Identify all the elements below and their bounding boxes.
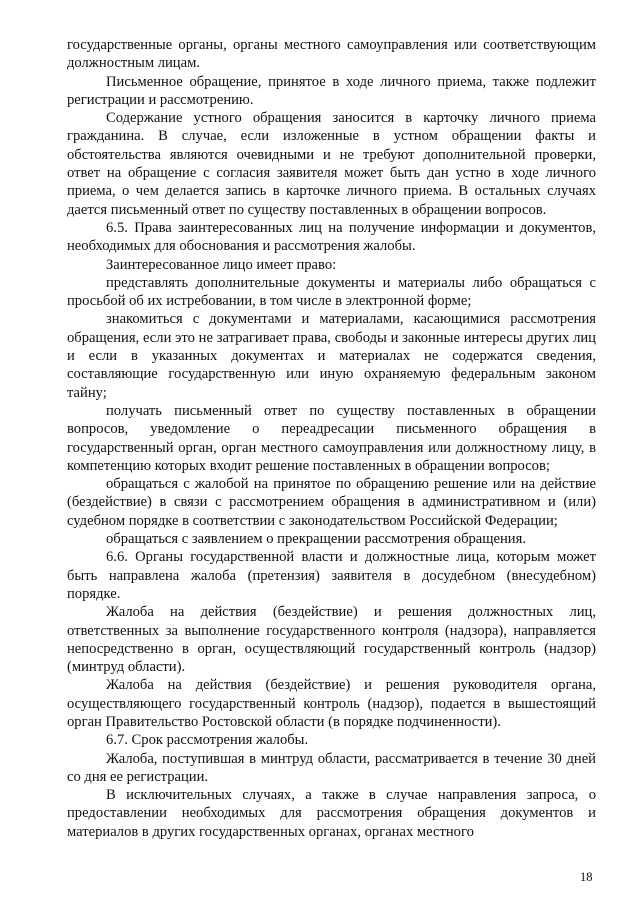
section-heading-6-5: 6.5. Права заинтересованных лиц на получение информации и документов, необходимых для обоснования и рассмотрения жалобы.	[67, 219, 596, 255]
list-item: обращаться с жалобой на принятое по обращению решение или на действие (бездействие) в связи с рассмотрением обращения в административном и (или) судебном порядке в соответствии с законодательством Российской Федерации;	[67, 476, 596, 529]
page-number: 18	[580, 870, 593, 884]
paragraph: В исключительных случаях, а также в случае направления запроса, о предоставлении необходимых для рассмотрения обращения документов и материалов в других государственных органах, органах местного	[67, 787, 596, 840]
list-item: знакомиться с документами и материалами, касающимися рассмотрения обращения, если это не затрагивает права, свободы и законные интересы других лиц и если в указанных документах и материалах не содержатся сведения, составляющие государственную или иную охраняемую федеральным законом тайну;	[67, 311, 596, 401]
paragraph-continuation: государственные органы, органы местного самоуправления или соответствующим должностным лицам.	[67, 37, 596, 72]
body-text	[67, 36, 596, 841]
paragraph: Жалоба, поступившая в минтруд области, рассматривается в течение 30 дней со дня ее регистрации.	[67, 750, 596, 785]
paragraph: Содержание устного обращения заносится в карточку личного приема гражданина. В случае, если изложенные в устном обращении факты и обстоятельства являются очевидными и не требуют дополнительной проверки, ответ на обращение с согласия заявителя может быть дан устно в ходе личного приема, о чем делается запись в карточке личного приема. В остальных случаях дается письменный ответ по существу поставленных в обращении вопросов.	[67, 110, 596, 218]
list-item: представлять дополнительные документы и материалы либо обращаться с просьбой об их истребовании, в том числе в электронной форме;	[67, 274, 596, 310]
section-heading-6-7: 6.7. Срок рассмотрения жалобы.	[106, 732, 309, 749]
paragraph: Жалоба на действия (бездействие) и решения должностных лиц, ответственных за выполнение государственного контроля (надзора), направляется непосредственно в орган, осуществляющий государственный контроль (надзор) (минтруд области).	[67, 604, 596, 676]
paragraph: Жалоба на действия (бездействие) и решения руководителя органа, осуществляющего государственный контроль (надзор), подается в вышестоящий орган Правительство Ростовской области (в порядке подчиненности).	[67, 677, 596, 730]
list-item: обращаться с заявлением о прекращении рассмотрения обращения.	[106, 531, 526, 548]
list-item: получать письменный ответ по существу поставленных в обращении вопросов, уведомление о переадресации письменного обращения в государственный орган, орган местного самоуправления или должностному лицу, в компетенцию которых входит решение поставленных в обращении вопросов;	[67, 402, 596, 474]
paragraph: Письменное обращение, принятое в ходе личного приема, также подлежит регистрации и рассмотрению.	[67, 73, 596, 108]
section-heading-6-6: 6.6. Органы государственной власти и должностные лица, которым может быть направлена жалоба (претензия) заявителя в досудебном (внесудебном) порядке.	[67, 549, 596, 602]
paragraph: Заинтересованное лицо имеет право:	[106, 256, 337, 273]
